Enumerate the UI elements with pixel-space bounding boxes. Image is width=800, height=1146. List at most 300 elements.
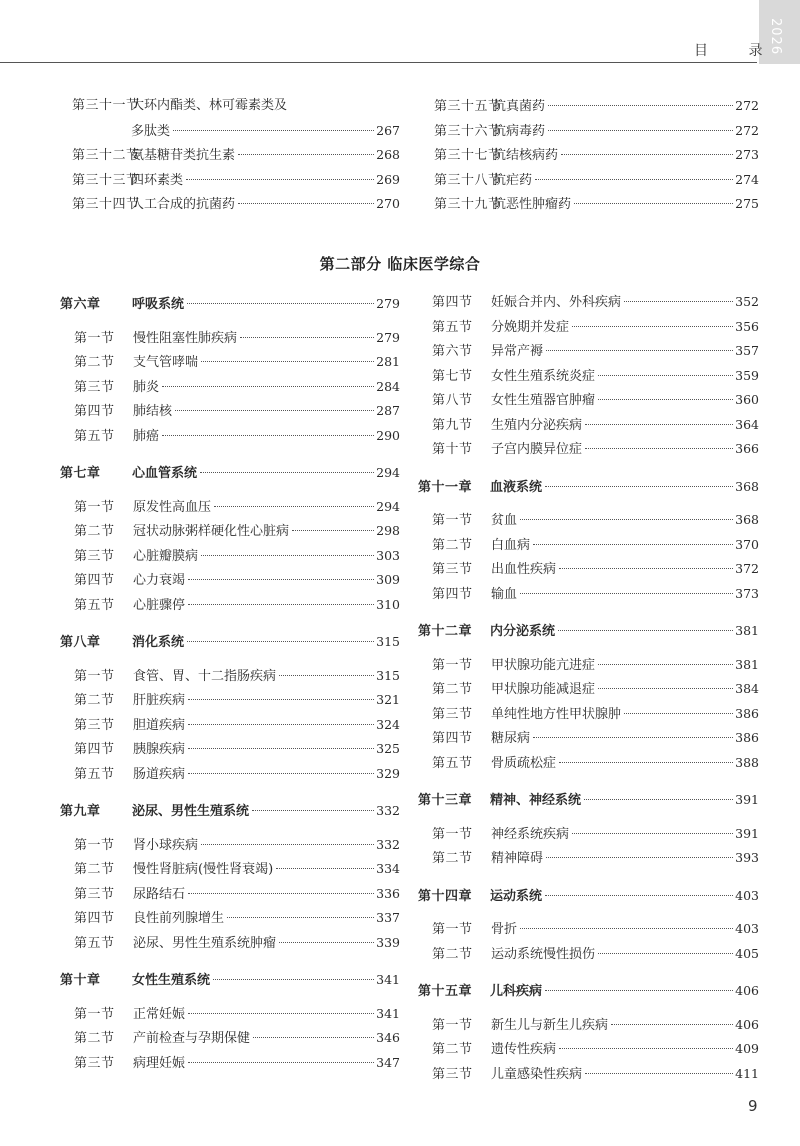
entry-title: 肺炎 <box>133 379 160 395</box>
toc-section-entry[interactable] <box>434 119 759 144</box>
dot-leader <box>188 748 374 749</box>
entry-number: 第一节 <box>432 922 473 937</box>
dot-leader <box>252 810 374 811</box>
toc-chapter-entry[interactable] <box>418 884 759 909</box>
entry-page: 337 <box>376 910 400 925</box>
entry-number: 第四节 <box>74 404 115 419</box>
entry-number: 第九章 <box>60 804 101 819</box>
toc-section-entry[interactable] <box>72 143 400 168</box>
entry-number: 第二节 <box>74 524 115 539</box>
entry-page: 284 <box>376 378 400 394</box>
entry-number: 第十五章 <box>418 984 473 999</box>
entry-number: 第九节 <box>432 417 473 433</box>
toc-section-entry[interactable] <box>434 168 759 193</box>
entry-number: 第十章 <box>60 973 101 988</box>
entry-page: 403 <box>735 921 759 936</box>
toc-section-entry[interactable] <box>60 1026 400 1051</box>
toc-chapter-entry[interactable] <box>60 461 400 486</box>
toc-chapter-entry[interactable] <box>418 788 759 813</box>
entry-page: 370 <box>735 536 759 552</box>
entry-title: 异常产褥 <box>491 344 544 359</box>
entry-title: 遗传性疾病 <box>491 1042 557 1057</box>
dot-leader <box>162 435 374 436</box>
dot-leader <box>201 555 374 556</box>
entry-page: 329 <box>376 765 400 781</box>
entry-number: 第三十二节 <box>72 148 140 163</box>
dot-leader <box>585 448 733 449</box>
entry-number: 第五节 <box>74 766 115 782</box>
entry-number: 第四节 <box>432 586 473 602</box>
toc-section-entry[interactable] <box>418 751 759 776</box>
entry-title: 慢性阻塞性肺疾病 <box>133 330 238 346</box>
entry-number: 第四节 <box>74 573 115 588</box>
entry-title: 糖尿病 <box>491 731 531 746</box>
dot-leader <box>292 530 374 531</box>
toc-section-entry[interactable] <box>60 762 400 787</box>
entry-title: 肠道疾病 <box>133 766 186 782</box>
entry-title: 良性前列腺增生 <box>133 911 225 926</box>
dot-leader <box>186 179 374 180</box>
entry-page: 270 <box>376 196 400 211</box>
entry-number: 第一节 <box>74 837 115 853</box>
entry-page: 267 <box>376 122 400 138</box>
dot-leader <box>276 868 374 869</box>
toc-section-entry[interactable] <box>60 833 400 858</box>
dot-leader <box>561 154 733 155</box>
dot-leader <box>559 568 733 569</box>
dot-leader <box>559 1048 733 1049</box>
entry-number: 第五节 <box>74 428 115 444</box>
toc-section-entry[interactable] <box>60 350 400 375</box>
entry-number: 第二节 <box>74 693 115 708</box>
entry-title: 抗疟药 <box>493 172 533 188</box>
toc-section-entry[interactable] <box>418 942 759 967</box>
toc-section-entry[interactable] <box>418 702 759 727</box>
entry-page: 347 <box>376 1054 400 1070</box>
dot-leader <box>200 472 374 473</box>
entry-page: 274 <box>735 171 759 187</box>
entry-number: 第二节 <box>432 1042 473 1057</box>
entry-number: 第四节 <box>432 295 473 310</box>
entry-number: 第八章 <box>60 635 101 650</box>
entry-title: 抗真菌药 <box>493 99 546 114</box>
entry-number: 第十节 <box>432 442 473 457</box>
entry-number: 第六节 <box>432 344 473 359</box>
entry-title: 分娩期并发症 <box>491 319 570 335</box>
dot-leader <box>188 1062 374 1063</box>
entry-page: 357 <box>735 343 759 358</box>
entry-page: 341 <box>376 1005 400 1021</box>
entry-number: 第三十一节 <box>72 98 140 113</box>
toc-chapter-entry[interactable] <box>60 799 400 824</box>
entry-number: 第二节 <box>74 862 115 877</box>
toc-section-entry[interactable] <box>60 593 400 618</box>
dot-leader <box>598 664 733 665</box>
entry-page: 321 <box>376 692 400 707</box>
dot-leader <box>188 604 374 605</box>
dot-leader <box>188 699 374 700</box>
entry-number: 第三十五节 <box>434 99 502 114</box>
toc-section-entry[interactable] <box>434 94 759 119</box>
entry-page: 341 <box>376 972 400 987</box>
entry-page: 325 <box>376 741 400 756</box>
entry-number: 第三十六节 <box>434 123 502 139</box>
entry-title: 四环素类 <box>131 172 184 188</box>
part-title: 第二部分 临床医学综合 <box>319 255 481 273</box>
entry-title: 产前检查与孕期保健 <box>133 1031 251 1046</box>
toc-section-entry[interactable] <box>60 495 400 520</box>
entry-title: 胆道疾病 <box>133 717 186 733</box>
dot-leader <box>520 928 733 929</box>
entry-title: 心脏骤停 <box>133 597 186 613</box>
dot-leader <box>585 1073 733 1074</box>
toc-chapter-entry[interactable] <box>60 292 400 317</box>
toc-section-entry[interactable] <box>418 677 759 702</box>
entry-number: 第二节 <box>432 851 473 866</box>
entry-number: 第一节 <box>74 330 115 346</box>
dot-leader <box>585 424 733 425</box>
entry-number: 第七章 <box>60 466 101 481</box>
entry-title: 支气管哮喘 <box>133 355 199 370</box>
entry-number: 第三节 <box>432 562 473 577</box>
entry-title: 抗结核病药 <box>493 148 559 163</box>
entry-page: 384 <box>735 681 759 696</box>
entry-number: 第三节 <box>74 379 115 395</box>
toc-section-entry[interactable] <box>418 388 759 413</box>
entry-page: 281 <box>376 354 400 369</box>
dot-leader <box>598 953 733 954</box>
entry-page: 366 <box>735 441 759 456</box>
toc-section-entry[interactable] <box>418 582 759 607</box>
entry-title: 正常妊娠 <box>133 1006 186 1022</box>
entry-page: 315 <box>376 634 400 649</box>
entry-page: 294 <box>376 498 400 514</box>
toc-top-right <box>434 94 759 217</box>
entry-page: 364 <box>735 416 759 432</box>
entry-title: 食管、胃、十二指肠疾病 <box>133 668 277 684</box>
entry-page: 372 <box>735 561 759 576</box>
entry-page: 391 <box>735 825 759 841</box>
toc-section-entry[interactable] <box>60 326 400 351</box>
dot-leader <box>214 506 374 507</box>
entry-page: 279 <box>376 329 400 345</box>
entry-title: 心血管系统 <box>132 466 198 481</box>
entry-page: 381 <box>735 656 759 672</box>
dot-leader <box>546 350 733 351</box>
toc-section-entry[interactable] <box>72 168 400 193</box>
dot-leader <box>572 326 733 327</box>
dot-leader <box>279 675 374 676</box>
toc-section-entry[interactable] <box>60 1002 400 1027</box>
entry-title: 精神、神经系统 <box>490 793 582 808</box>
entry-number: 第五节 <box>74 935 115 951</box>
entry-title: 抗恶性肿瘤药 <box>493 197 572 212</box>
dot-leader <box>533 737 733 738</box>
entry-title: 输血 <box>491 586 518 602</box>
entry-page: 391 <box>735 792 759 807</box>
toc-section-entry[interactable] <box>418 364 759 389</box>
entry-page: 406 <box>735 1016 759 1032</box>
entry-page: 275 <box>735 196 759 211</box>
dot-leader <box>187 303 374 304</box>
toc-section-entry[interactable] <box>418 533 759 558</box>
entry-page: 405 <box>735 945 759 961</box>
entry-number: 第二节 <box>432 537 473 553</box>
entry-page: 310 <box>376 596 400 612</box>
entry-title: 生殖内分泌疾病 <box>491 417 583 433</box>
entry-page: 346 <box>376 1030 400 1045</box>
toc-section-entry[interactable] <box>60 931 400 956</box>
dot-leader <box>188 773 374 774</box>
entry-title: 儿科疾病 <box>490 984 543 999</box>
entry-number: 第四节 <box>74 742 115 757</box>
toc-section-entry[interactable] <box>72 192 400 217</box>
dot-leader <box>240 337 374 338</box>
entry-title: 肺结核 <box>133 404 173 419</box>
entry-page: 368 <box>735 512 759 527</box>
entry-page: 324 <box>376 716 400 732</box>
dot-leader <box>238 203 374 204</box>
header-title: 目 录 <box>694 43 781 59</box>
dot-leader <box>238 154 374 155</box>
entry-title: 氨基糖苷类抗生素 <box>131 148 236 163</box>
entry-number: 第三十八节 <box>434 172 502 188</box>
toc-section-entry[interactable] <box>434 192 759 217</box>
dot-leader <box>201 361 374 362</box>
dot-leader <box>598 399 733 400</box>
dot-leader <box>253 1037 374 1038</box>
toc-section-entry[interactable] <box>418 726 759 751</box>
entry-page: 409 <box>735 1041 759 1056</box>
entry-title: 子宫内膜异位症 <box>491 442 583 457</box>
entry-title: 女性生殖器官肿瘤 <box>491 393 596 408</box>
entry-title: 血液系统 <box>490 479 543 495</box>
dot-leader <box>175 410 374 411</box>
entry-title: 神经系统疾病 <box>491 826 570 842</box>
entry-title: 骨质疏松症 <box>491 755 557 771</box>
page-number: 9 <box>748 1097 758 1115</box>
entry-title: 运动系统慢性损伤 <box>491 946 596 962</box>
entry-page: 339 <box>376 934 400 950</box>
toc-chapter-entry[interactable] <box>418 979 759 1004</box>
entry-page: 388 <box>735 754 759 770</box>
toc-section-entry[interactable] <box>60 375 400 400</box>
dot-leader <box>279 942 374 943</box>
entry-page: 315 <box>376 667 400 683</box>
entry-page: 272 <box>735 122 759 138</box>
entry-number: 第十一章 <box>418 479 473 495</box>
entry-title: 肺癌 <box>133 428 160 444</box>
dot-leader <box>162 386 374 387</box>
entry-page: 334 <box>376 861 400 876</box>
entry-title: 内分泌系统 <box>490 624 556 639</box>
entry-number: 第一节 <box>74 499 115 515</box>
entry-page: 303 <box>376 547 400 563</box>
entry-title: 贫血 <box>491 513 518 528</box>
toc-section-entry[interactable] <box>418 846 759 871</box>
entry-page: 352 <box>735 294 759 309</box>
entry-title: 骨折 <box>491 922 518 937</box>
entry-number: 第十四章 <box>418 888 473 904</box>
entry-title: 泌尿、男性生殖系统 <box>132 804 250 819</box>
dot-leader <box>574 203 733 204</box>
entry-number: 第三节 <box>74 886 115 902</box>
entry-title: 慢性肾脏病(慢性肾衰竭) <box>133 862 274 877</box>
entry-page: 298 <box>376 523 400 538</box>
entry-page: 373 <box>735 585 759 601</box>
entry-title: 消化系统 <box>132 635 185 650</box>
entry-number: 第四节 <box>432 731 473 746</box>
toc-section-entry[interactable] <box>418 290 759 315</box>
entry-title: 肾小球疾病 <box>133 837 199 853</box>
toc-section-entry[interactable] <box>418 822 759 847</box>
toc-section-entry[interactable] <box>60 1051 400 1076</box>
entry-page: 403 <box>735 887 759 903</box>
dot-leader <box>545 486 733 487</box>
toc-section-entry[interactable] <box>418 557 759 582</box>
toc-chapter-entry[interactable] <box>60 630 400 655</box>
entry-number: 第一节 <box>432 657 473 673</box>
entry-number: 第十三章 <box>418 793 473 808</box>
dot-leader <box>558 630 733 631</box>
entry-page: 269 <box>376 171 400 187</box>
entry-page: 279 <box>376 296 400 311</box>
header-divider <box>0 62 757 63</box>
toc-section-entry[interactable] <box>60 713 400 738</box>
toc-section-entry[interactable] <box>60 688 400 713</box>
toc-section-entry[interactable] <box>60 568 400 593</box>
toc-chapter-entry[interactable] <box>418 475 759 500</box>
toc-section-entry[interactable] <box>60 544 400 569</box>
toc-top-left <box>72 94 400 217</box>
entry-title: 病理妊娠 <box>133 1055 186 1071</box>
dot-leader <box>188 579 374 580</box>
dot-leader <box>611 1024 733 1025</box>
toc-left-column <box>60 290 400 1075</box>
entry-title: 泌尿、男性生殖系统肿瘤 <box>133 935 277 951</box>
entry-title: 原发性高血压 <box>133 499 212 515</box>
toc-section-entry[interactable] <box>418 508 759 533</box>
toc-section-entry[interactable] <box>418 413 759 438</box>
entry-number: 第五节 <box>432 319 473 335</box>
toc-section-entry[interactable] <box>418 1062 759 1087</box>
dot-leader <box>188 1013 374 1014</box>
entry-page: 273 <box>735 147 759 162</box>
toc-section-entry[interactable] <box>418 437 759 462</box>
entry-page: 336 <box>376 885 400 901</box>
dot-leader <box>545 990 733 991</box>
entry-number: 第八节 <box>432 393 473 408</box>
toc-section-entry[interactable] <box>418 1037 759 1062</box>
entry-title: 冠状动脉粥样硬化性心脏病 <box>133 524 290 539</box>
entry-number: 第三十九节 <box>434 197 502 212</box>
toc-section-entry[interactable] <box>418 339 759 364</box>
dot-leader <box>188 893 374 894</box>
entry-title: 精神障碍 <box>491 851 544 866</box>
entry-page: 356 <box>735 318 759 334</box>
dot-leader <box>624 301 733 302</box>
dot-leader <box>545 895 733 896</box>
entry-number: 第六章 <box>60 297 101 312</box>
toc-section-entry[interactable] <box>418 315 759 340</box>
entry-number: 第四节 <box>74 911 115 926</box>
entry-number: 第十二章 <box>418 624 473 639</box>
entry-number: 第三十四节 <box>72 197 140 212</box>
entry-number: 第一节 <box>432 826 473 842</box>
entry-number: 第一节 <box>432 1017 473 1033</box>
entry-number: 第二节 <box>74 355 115 370</box>
toc-chapter-entry[interactable] <box>60 968 400 993</box>
entry-title: 肝脏疾病 <box>133 693 186 708</box>
entry-page: 294 <box>376 465 400 480</box>
entry-title: 出血性疾病 <box>491 562 557 577</box>
entry-title: 甲状腺功能减退症 <box>491 682 596 697</box>
entry-number: 第五节 <box>74 597 115 613</box>
entry-number: 第三节 <box>432 706 473 722</box>
toc-section-entry[interactable] <box>60 519 400 544</box>
entry-title: 儿童感染性疾病 <box>491 1066 583 1082</box>
toc-section-entry[interactable] <box>60 664 400 689</box>
toc-section-entry[interactable] <box>60 399 400 424</box>
dot-leader <box>535 179 733 180</box>
toc-section-entry[interactable] <box>60 424 400 449</box>
toc-section-entry[interactable] <box>60 737 400 762</box>
entry-number: 第一节 <box>74 1006 115 1022</box>
entry-title: 抗病毒药 <box>493 123 546 139</box>
entry-number: 第三节 <box>74 717 115 733</box>
toc-chapter-entry[interactable] <box>418 619 759 644</box>
entry-page: 332 <box>376 803 400 818</box>
entry-title: 女性生殖系统 <box>132 973 211 988</box>
toc-section-entry[interactable] <box>434 143 759 168</box>
entry-page: 360 <box>735 392 759 407</box>
toc-section-entry[interactable] <box>72 94 400 119</box>
entry-title: 人工合成的抗菌药 <box>131 197 236 212</box>
dot-leader <box>546 857 733 858</box>
entry-page: 406 <box>735 983 759 998</box>
entry-page: 290 <box>376 427 400 443</box>
entry-page: 386 <box>735 730 759 745</box>
toc-section-entry[interactable] <box>60 857 400 882</box>
entry-title: 胰腺疾病 <box>133 742 186 757</box>
entry-number: 第二节 <box>432 682 473 697</box>
entry-page: 287 <box>376 403 400 418</box>
toc-section-entry[interactable] <box>60 906 400 931</box>
entry-number: 第三十三节 <box>72 172 140 188</box>
entry-title: 尿路结石 <box>133 886 186 902</box>
dot-leader <box>201 844 374 845</box>
dot-leader <box>598 375 733 376</box>
entry-title: 心力衰竭 <box>133 573 186 588</box>
toc-section-entry[interactable] <box>60 882 400 907</box>
toc-section-entry[interactable] <box>418 917 759 942</box>
entry-page: 268 <box>376 147 400 162</box>
toc-section-entry[interactable] <box>418 1013 759 1038</box>
entry-number: 第七节 <box>432 368 473 384</box>
dot-leader <box>520 519 733 520</box>
dot-leader <box>548 105 733 106</box>
toc-section-entry[interactable] <box>418 653 759 678</box>
entry-page: 393 <box>735 850 759 865</box>
dot-leader <box>227 917 374 918</box>
entry-page: 359 <box>735 367 759 383</box>
entry-title: 白血病 <box>491 537 531 553</box>
entry-page: 272 <box>735 98 759 113</box>
entry-title: 呼吸系统 <box>132 297 185 312</box>
toc-section-entry[interactable] <box>72 119 400 144</box>
entry-title: 女性生殖系统炎症 <box>491 368 596 384</box>
entry-title: 甲状腺功能亢进症 <box>491 657 596 673</box>
